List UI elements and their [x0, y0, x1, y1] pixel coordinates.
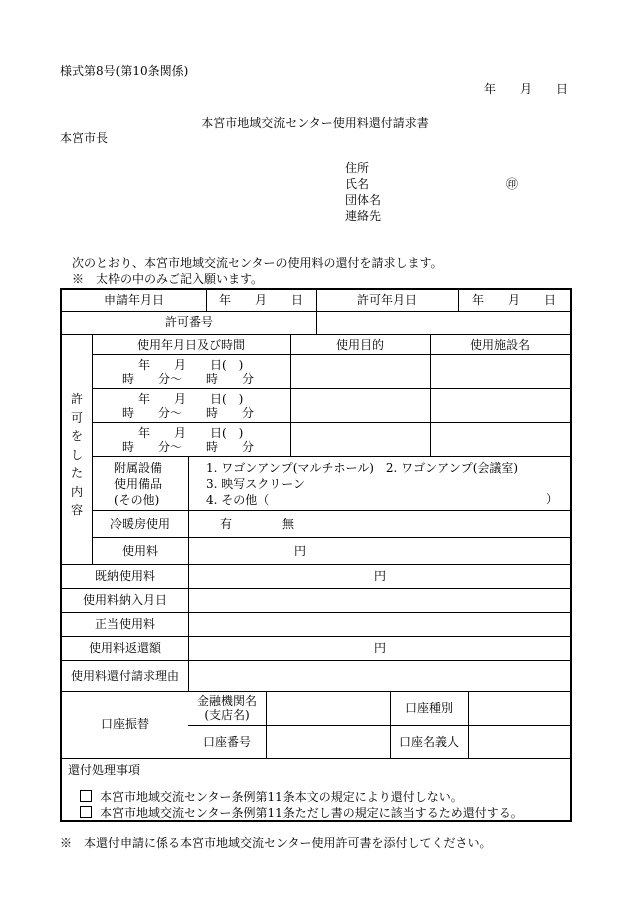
purpose-header: 使用目的 — [335, 338, 384, 352]
permit-date-label: 許可年月日 — [356, 293, 417, 307]
bank-transfer-label: 口座振替 — [100, 717, 149, 731]
permitted-content-label: 許 可 を し た 内 容 — [70, 392, 83, 517]
usage-date-row-2[interactable]: 年 月 日( ) — [138, 392, 244, 406]
equipment-label: 附属設備 使用備品 (その他) — [114, 461, 163, 507]
processing-option-refund[interactable]: 本宮市地域交流センター条例第11条ただし書の規定に該当するため還付する。 — [80, 806, 523, 820]
equipment-option-3: 3. 映写スクリーン — [206, 477, 306, 491]
document-title: 本宮市地域交流センター使用料還付請求書 — [201, 116, 429, 130]
ac-label: 冷暖房使用 — [109, 517, 170, 531]
date-line: 年 月 日 — [484, 82, 569, 96]
apply-date-label: 申請年月日 — [103, 293, 164, 307]
usage-date-row-3[interactable]: 年 月 日( ) — [138, 426, 244, 440]
permit-date-field[interactable]: 年 月 日 — [471, 293, 556, 307]
bank-name-label: 金融機関名 (支店名) — [196, 694, 257, 722]
request-table — [60, 288, 572, 822]
paid-fee-label: 既納使用料 — [94, 569, 155, 583]
usage-time-row-1[interactable]: 時 分～ 時 分 — [122, 372, 255, 386]
fee-label: 使用料 — [121, 544, 158, 558]
account-holder-label: 口座名義人 — [398, 735, 459, 749]
processing-label: 還付処理事項 — [68, 763, 141, 777]
equipment-close-paren: ） — [546, 492, 559, 506]
usage-date-header: 使用年月日及び時間 — [136, 338, 245, 352]
processing-option-no-refund[interactable]: 本宮市地域交流センター条例第11条本文の規定により還付しない。 — [80, 790, 463, 804]
ac-no-option[interactable]: 無 — [282, 517, 295, 531]
applicant-name-label: 氏名 — [345, 177, 370, 191]
facility-header: 使用施設名 — [469, 338, 530, 352]
permit-number-label: 許可番号 — [164, 315, 213, 329]
apply-date-field[interactable]: 年 月 日 — [218, 293, 303, 307]
checkbox-icon[interactable] — [80, 790, 92, 802]
usage-date-row-1[interactable]: 年 月 日( ) — [138, 358, 244, 372]
equipment-options[interactable] — [206, 460, 518, 508]
paid-fee-yen-unit: 円 — [374, 569, 387, 583]
applicant-group-label: 団体名 — [345, 193, 382, 207]
note-box-text: ※ 太枠の中のみご記入願います。 — [72, 272, 264, 286]
checkbox-icon[interactable] — [80, 806, 92, 818]
form-number: 様式第8号(第10条関係) — [60, 64, 189, 78]
applicant-address-label: 住所 — [345, 161, 370, 175]
usage-time-row-2[interactable]: 時 分～ 時 分 — [122, 406, 255, 420]
seal-mark: ㊞ — [506, 177, 519, 191]
addressee: 本宮市長 — [60, 131, 109, 145]
account-type-label: 口座種別 — [404, 701, 453, 715]
usage-time-row-3[interactable]: 時 分～ 時 分 — [122, 440, 255, 454]
fee-yen-unit: 円 — [294, 544, 307, 558]
proper-fee-label: 正当使用料 — [94, 617, 155, 631]
ac-yes-option[interactable]: 有 — [220, 517, 233, 531]
equipment-option-4: 4. その他（ — [206, 493, 270, 507]
equipment-option-1-2: 1. ワゴンアンプ(マルチホール) 2. ワゴンアンプ(会議室) — [206, 461, 519, 475]
account-number-label: 口座番号 — [202, 735, 251, 749]
refund-yen-unit: 円 — [374, 641, 387, 655]
footnote: ※ 本還付申請に係る本宮市地域交流センター使用許可書を添付してください。 — [60, 836, 492, 850]
refund-amount-label: 使用料返還額 — [88, 641, 161, 655]
applicant-contact-label: 連絡先 — [345, 209, 382, 223]
intro-text: 次のとおり、本宮市地域交流センターの使用料の還付を請求します。 — [72, 256, 443, 270]
reason-label: 使用料還付請求理由 — [70, 669, 179, 683]
permit-number-field[interactable] — [317, 312, 569, 333]
paid-date-label: 使用料納入月日 — [82, 593, 167, 607]
